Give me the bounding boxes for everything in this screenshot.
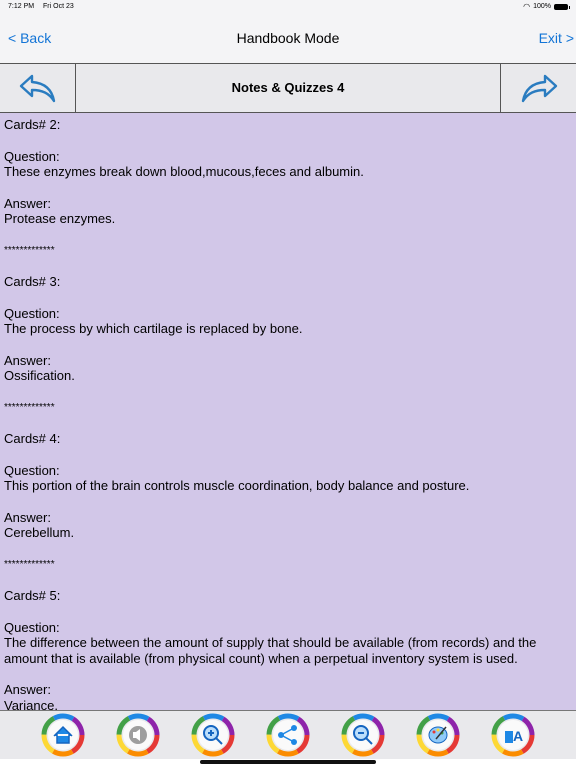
- answer-text: Protease enzymes.: [4, 211, 116, 226]
- battery-icon: [554, 4, 568, 10]
- nav-title: Handbook Mode: [236, 30, 340, 46]
- question-text: These enzymes break down blood,mucous,feces and albumin.: [4, 164, 364, 179]
- card-separator: *************: [4, 401, 55, 413]
- card-label: Cards# 5:: [4, 588, 61, 603]
- battery-percent: 100%: [533, 3, 551, 10]
- answer-label: Answer:: [4, 195, 51, 211]
- home-icon: [41, 713, 85, 757]
- home-button[interactable]: [41, 713, 85, 757]
- section-header: [0, 63, 576, 113]
- card-separator: *************: [4, 558, 55, 570]
- question-label: Question:: [4, 619, 60, 635]
- back-button[interactable]: < Back: [8, 30, 52, 46]
- svg-text:A: A: [512, 728, 524, 744]
- arrow-back-icon: [18, 72, 58, 104]
- status-bar: [0, 0, 576, 14]
- answer-text: Cerebellum.: [4, 525, 75, 540]
- question-text: This portion of the brain controls muscle coordination, body balance and posture.: [4, 478, 470, 493]
- share-button[interactable]: [266, 713, 310, 757]
- answer-label: Answer:: [4, 509, 51, 525]
- font-icon: [491, 713, 535, 757]
- card-separator: *************: [4, 244, 55, 256]
- answer-text: Ossification.: [4, 368, 75, 383]
- question-label: Question:: [4, 148, 60, 164]
- quiz-card: [0, 572, 576, 710]
- question-label: Question:: [4, 462, 60, 478]
- answer-label: Answer:: [4, 352, 51, 368]
- status-time: 7:12 PM: [8, 3, 35, 10]
- zoom-in-button[interactable]: [191, 713, 235, 757]
- quiz-card: [0, 415, 576, 572]
- next-button[interactable]: [500, 64, 576, 112]
- font-button[interactable]: [491, 713, 535, 757]
- quiz-card: [0, 113, 576, 258]
- question-label: Question:: [4, 305, 60, 321]
- zoom-out-button[interactable]: [341, 713, 385, 757]
- zoom-out-icon: [341, 713, 385, 757]
- arrow-forward-icon: [519, 72, 559, 104]
- bottom-toolbar: [0, 710, 576, 759]
- speaker-icon: [116, 713, 160, 757]
- status-date: Fri Oct 23: [43, 3, 74, 10]
- share-icon: [266, 713, 310, 757]
- palette-icon: [416, 713, 460, 757]
- home-indicator: [200, 760, 376, 764]
- card-label: Cards# 2:: [4, 117, 61, 132]
- question-text: The difference between the amount of supply that should be available (from records) and the amount that is available (from physical count) when a perpetual inventory system is used.: [4, 635, 537, 666]
- notes-content[interactable]: [0, 113, 576, 710]
- previous-button[interactable]: [0, 64, 76, 112]
- answer-label: Answer:: [4, 682, 51, 697]
- answer-text: Variance.: [4, 697, 58, 710]
- zoom-in-icon: [191, 713, 235, 757]
- page-title: Notes & Quizzes 4: [231, 80, 345, 95]
- palette-button[interactable]: [416, 713, 460, 757]
- speaker-button[interactable]: [116, 713, 160, 757]
- exit-button[interactable]: Exit >: [538, 30, 574, 46]
- wifi-icon: ◠: [523, 2, 531, 11]
- quiz-card: [0, 258, 576, 415]
- navigation-bar: [0, 14, 576, 64]
- question-text: The process by which cartilage is replaced by bone.: [4, 321, 303, 336]
- card-label: Cards# 3:: [4, 274, 61, 289]
- card-label: Cards# 4:: [4, 431, 61, 446]
